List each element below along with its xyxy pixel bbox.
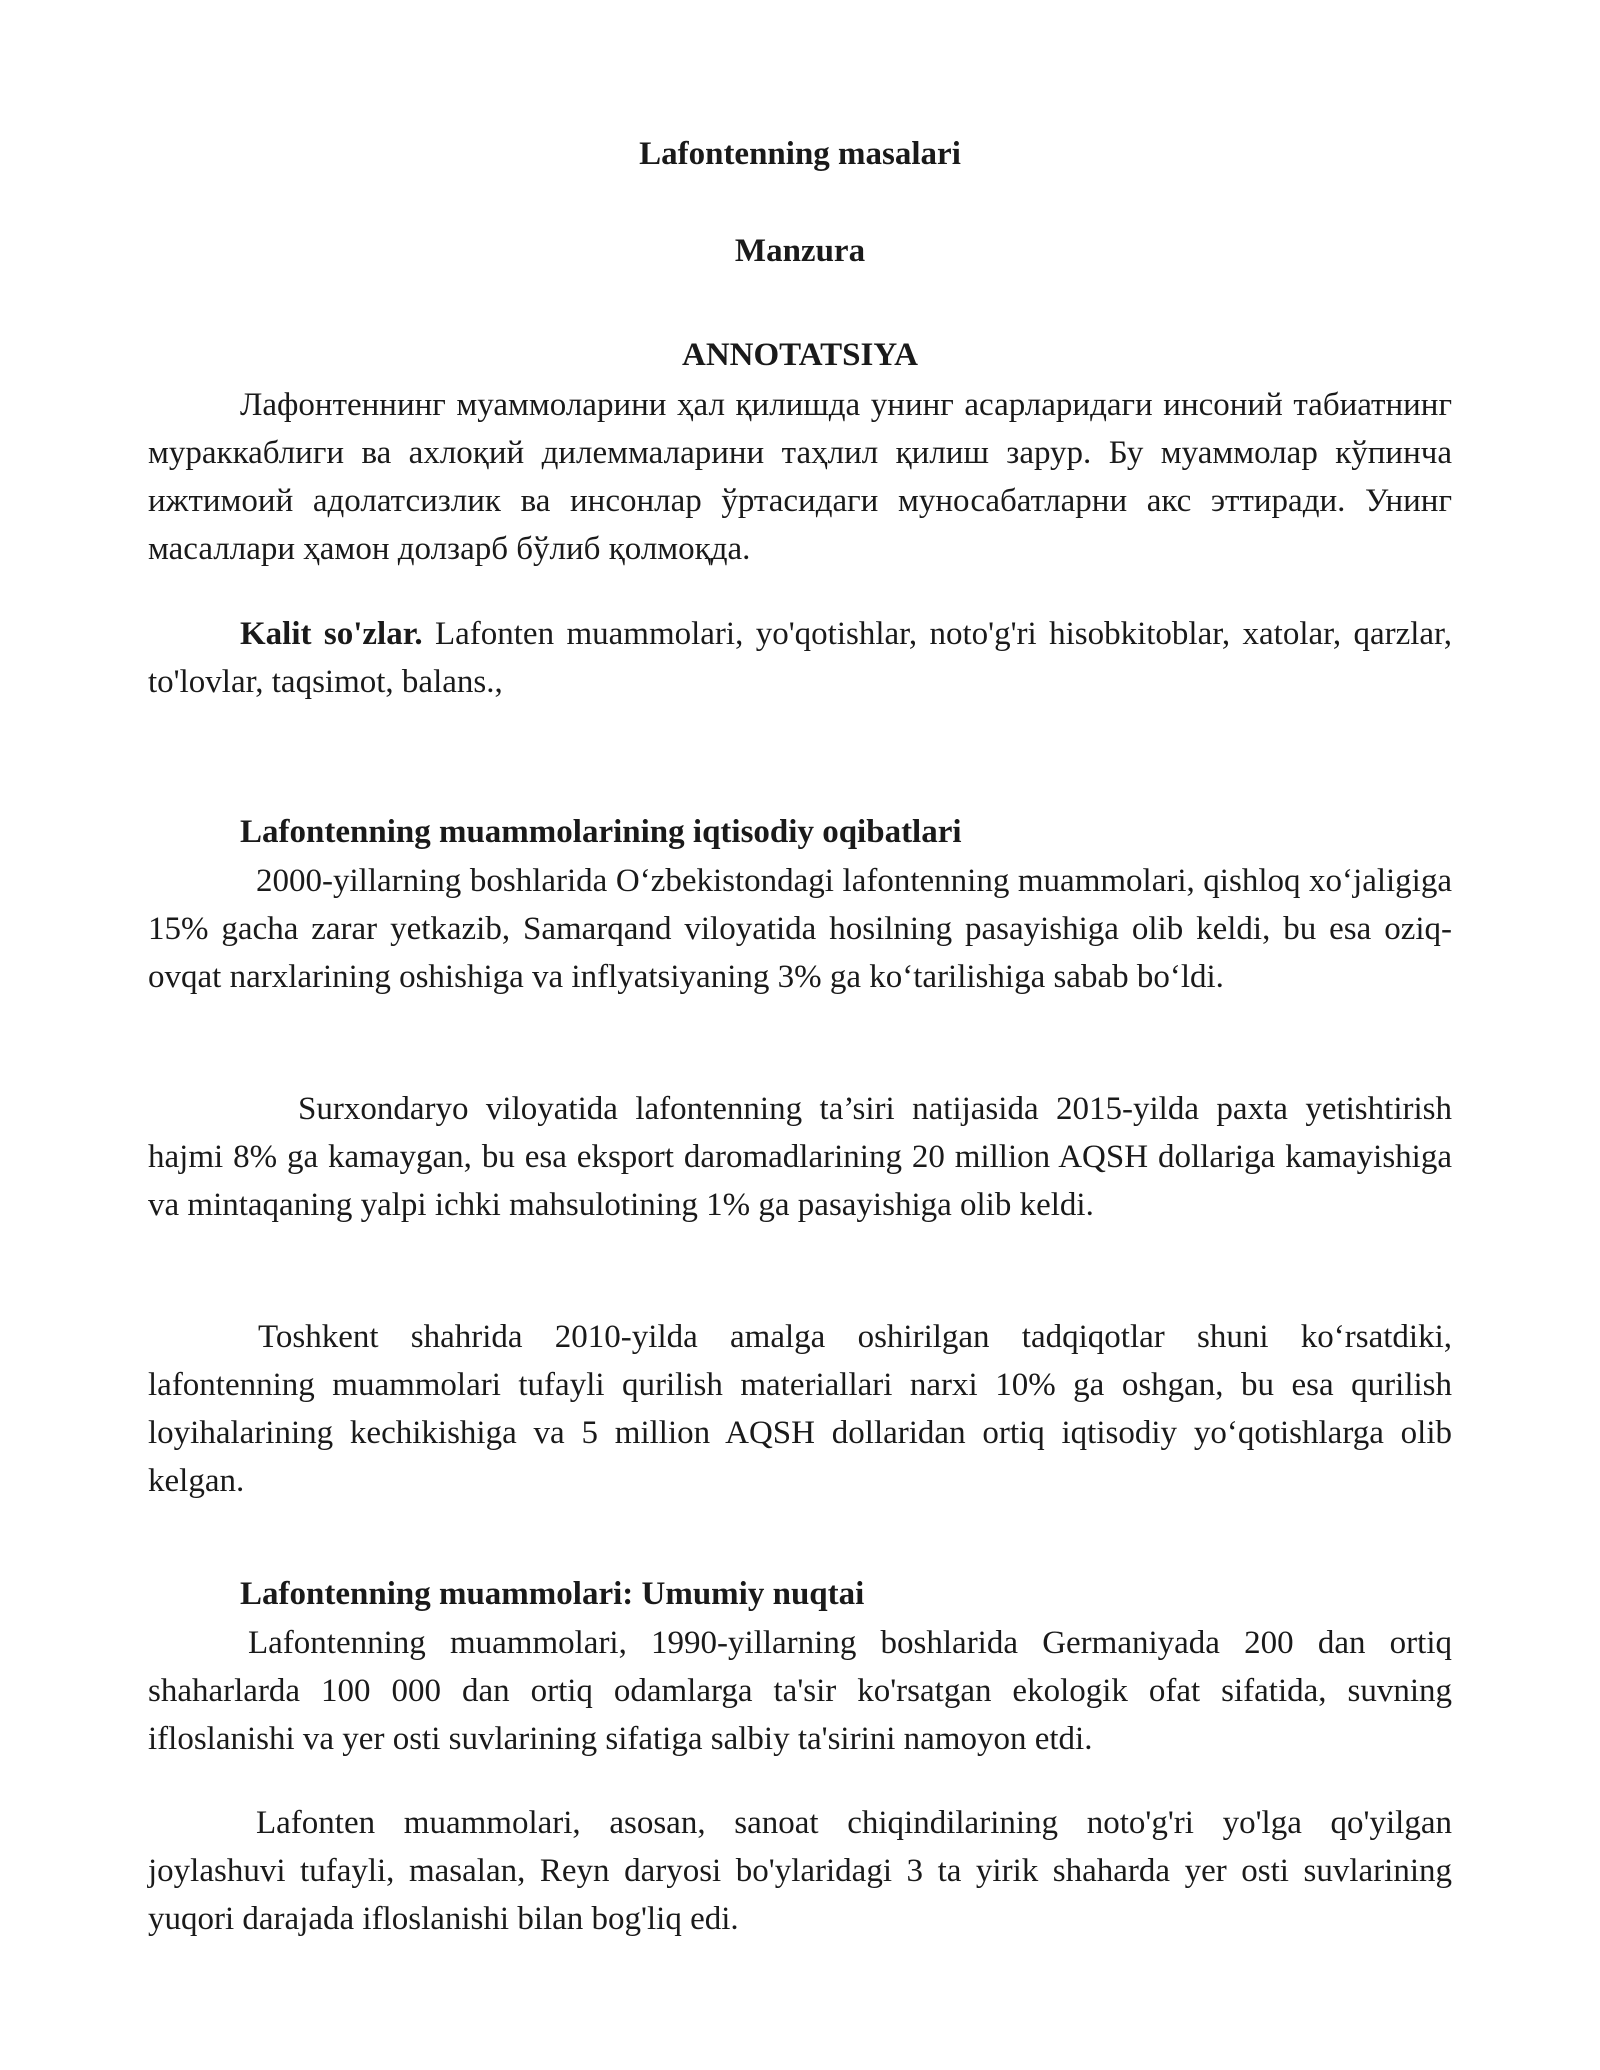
annotation-text: Лафонтеннинг муаммоларини ҳал қилишда унинг асарларидаги инсоний табиатнинг мураккаблиги ва ахлоқий дилеммаларини таҳлил қилиш зарур. Бу муаммолар кўпинча ижтимоий адолатсизлик ва инсонлар ўртасидаги муносабатларни акс эттиради. Унинг масаллари ҳамон долзарб бўлиб қолмоқда.: [148, 387, 1452, 567]
keywords-paragraph: [148, 610, 1452, 706]
body-paragraph: Surxondaryo viloyatida lafontenning ta’siri natijasida 2015-yilda paxta yetishtirish hajmi 8% ga kamaygan, bu esa eksport daromadlarining 20 million AQSH dollariga kamayishiga va mintaqaning yalpi ichki mahsulotining 1% ga pasayishiga olib keldi.: [148, 1091, 1452, 1223]
annotation-heading: ANNOTATSIYA: [682, 337, 918, 373]
body-paragraph: 2000-yillarning boshlarida O‘zbekistondagi lafontenning muammolari, qishloq xo‘jaligiga 15% gacha zarar yetkazib, Samarqand viloyatida hosilning pasayishiga olib keldi, bu esa oziq-ovqat narxlarining oshishiga va inflyatsiyaning 3% ga ko‘tarilishiga sabab bo‘ldi.: [148, 863, 1452, 995]
author-name: Manzura: [734, 233, 866, 269]
body-paragraph: Lafonten muammolari, asosan, sanoat chiqindilarining noto'g'ri yo'lga qo'yilgan joylashuvi tufayli, masalan, Reyn daryosi bo'ylaridagi 3 ta yirik shaharda yer osti suvlarining yuqori darajada ifloslanishi bilan bog'liq edi.: [148, 1805, 1452, 1937]
keywords-text: Lafonten muammolari, yo'qotishlar, noto'g'ri hisobkitoblar, xatolar, qarzlar, to'lovlar, taqsimot, balans.,: [148, 616, 1452, 700]
section-heading-economic: Lafontenning muammolarining iqtisodiy oqibatlari: [240, 814, 962, 850]
keywords-label: Kalit so'zlar.: [240, 616, 423, 652]
body-paragraph: Lafontenning muammolari, 1990-yillarning boshlarida Germaniyada 200 dan ortiq shaharlarda 100 000 dan ortiq odamlarga ta'sir ko'rsatgan ekologik ofat sifatida, suvning ifloslanishi va yer osti suvlarining sifatiga salbiy ta'sirini namoyon etdi.: [148, 1625, 1452, 1757]
document-title: Lafontenning masalari: [639, 136, 961, 172]
section-heading-overview: Lafontenning muammolari: Umumiy nuqtai: [240, 1576, 865, 1612]
body-paragraph: Toshkent shahrida 2010-yilda amalga oshirilgan tadqiqotlar shuni ko‘rsatdiki, lafontenning muammolari tufayli qurilish materiallari narxi 10% ga oshgan, bu esa qurilish loyihalarining kechikishiga va 5 million AQSH dollaridan ortiq iqtisodiy yo‘qotishlarga olib kelgan.: [148, 1319, 1452, 1499]
